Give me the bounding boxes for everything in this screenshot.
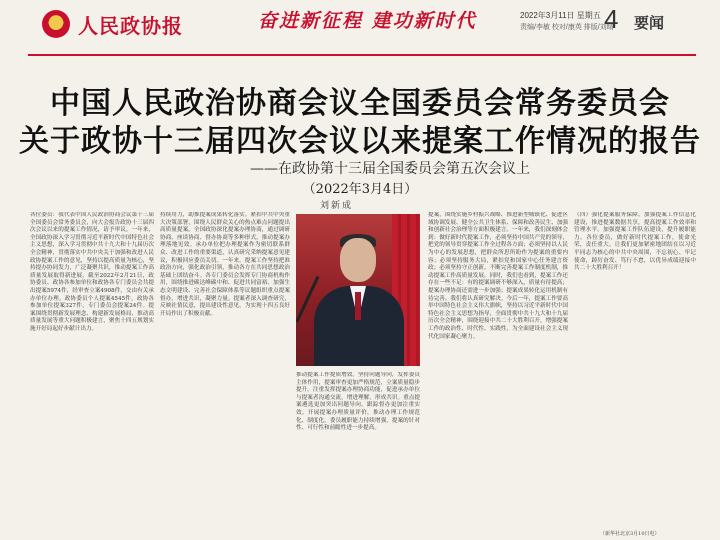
- author-name: 刘新成: [320, 201, 354, 211]
- cppcc-emblem-icon: [42, 10, 70, 38]
- article-column-2: 持续用力，助推提案成果转化落实。紧扣中共中央重大决策部署，围绕人民群众关心的热点难点问题提出高质量提案。全国政协深化提案办理协商，通过调研协商、座谈协商、督办协商等多种形式，推动提案办理落地见效。承办单位把办理提案作为密切联系群众、改进工作的重要渠道，认真研究采纳提案意见建议，积极回应委员关切。一年来，提案工作坚持把准政治方向，强化政治引领，推动各方在共同思想政治基础上团结奋斗。各专门委员会发挥专门协商机构作用，围绕推进碳达峰碳中和、促进共同富裕、加强生态文明建设、完善社会保障体系等议题组织重点提案督办，增进共识，凝聚力量。提案者深入调查研究，反映社情民意，提出建设性意见，为实现十四五良好开局作出了积极贡献。: [160, 212, 290, 317]
- masthead-rule: [28, 54, 696, 56]
- section-label: 要闻: [634, 14, 665, 32]
- masthead: [0, 0, 720, 54]
- headline-subtitle: ——在政协第十三届全国委员会第五次会议上: [250, 161, 530, 177]
- headline-line-2: 关于政协十三届四次会议以来提案工作情况的报告: [19, 124, 701, 159]
- photo-face: [340, 238, 376, 282]
- article-column-1: 各位委员：我代表中国人民政治协商会议第十三届全国委员会常务委员会，向大会报告政协十三届四次会议以来的提案工作情况，请予审议。一年来，全国政协深入学习贯彻习近平新时代中国特色社会主义思想，深入学习贯彻中共十九大和十九届历次全会精神，贯彻落实中共中央关于加强和改进人民政协提案工作的意见，坚持以提高质量为核心，坚持提办协同发力，广泛凝聚共识，推动提案工作高质量发展取得新进展。截至2022年2月21日，政协委员、政协各参加单位和政协各专门委员会共提出提案5974件，经审查立案4908件，交由有关承办单位办理。政协委员个人提案4545件，政协各参加单位提案327件，专门委员会提案24件。提案围绕贯彻新发展理念、构建新发展格局、推动高质量发展等重大问题积极建言，聚焦十四五规划实施开好局起好步献计出力。: [30, 212, 154, 332]
- photo-tie: [355, 292, 361, 320]
- report-date: （2022年3月4日）: [302, 182, 418, 197]
- paper-name: 人民政协报: [78, 14, 183, 38]
- headline-line-1: 中国人民政治协商会议全国委员会常务委员会: [50, 86, 670, 121]
- issue-date: 2022年3月11日 星期五: [520, 11, 601, 20]
- speaker-photo: [296, 214, 420, 366]
- edition-info: 责编/李敏 校对/康英 排版/刘晴: [520, 24, 614, 31]
- news-credit: （新华社北京3月10日电）: [600, 531, 660, 537]
- slogan: 奋进新征程 建功新时代: [258, 10, 477, 32]
- article-column-3: 推动提案工作提质增效。坚持问题导向，发挥委员主体作用，提案审查更加严格规范，立案质量稳步提升。注重发挥提案办理协商功能，促进承办单位与提案者沟通交流，增进理解，形成共识。重点提案遴选更加突出问题导向，跟踪督办更加注重实效。开展提案办理质量评价，推动办理工作规范化、制度化。委员履职能力持续增强，提案的针对性、可行性和前瞻性进一步提高。: [296, 372, 420, 432]
- article-column-5: （四）强化提案服务保障。加强提案工作信息化建设，推进提案数据共享，提高提案工作效率和管理水平。加强提案工作队伍建设，提升履职能力。各位委员，做好新时代提案工作，使命光荣，责任重大。让我们更加紧密地团结在以习近平同志为核心的中共中央周围，不忘初心、牢记使命，踔厉奋发、笃行不怠，以优异成绩迎接中共二十大胜利召开！: [574, 212, 696, 272]
- page-number: 4: [604, 4, 619, 34]
- article-column-4: 提案，围绕实施乡村振兴战略、推进新型城镇化、促进区域协调发展、健全公共卫生体系、保障和改善民生、加强和创新社会治理等方面积极建言。一年来，我们深刻体会到：做好新时代提案工作，必须坚持中国共产党的领导，把党的领导贯穿提案工作全过程各方面；必须坚持以人民为中心的发展思想，把群众所思所盼作为提案的重要内容；必须坚持服务大局，紧扣党和国家中心任务建言资政；必须坚持守正创新，不断完善提案工作制度机制，推动提案工作高质量发展。同时，我们也看到，提案工作还存在一些不足：有的提案调研不够深入，质量有待提高；提案办理协商还需进一步加强；提案成果转化运用机制有待完善。我们将认真研究解决。今后一年，提案工作要高举中国特色社会主义伟大旗帜，坚持以习近平新时代中国特色社会主义思想为指导，全面贯彻中共十九大和十九届历次全会精神，围绕迎接中共二十大胜利召开，增强提案工作的政治性、时代性、实践性，为全面建设社会主义现代化国家凝心聚力。: [428, 212, 568, 340]
